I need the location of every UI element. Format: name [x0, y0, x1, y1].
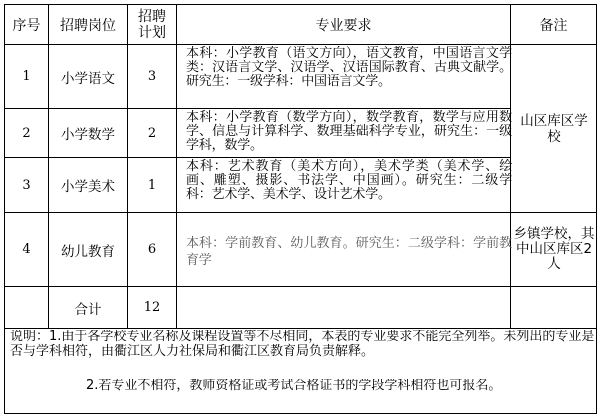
recruitment-table: [4, 4, 597, 414]
rule-right: [596, 4, 597, 414]
rule-bottom: [4, 413, 597, 414]
remark-township-schools: 乡镇学校，其中山区库区2人: [513, 226, 595, 272]
row3-requirement: 本科：艺术教育（美术方向），美术学类（美术学、绘画、雕塑、摄影、书法学、中国画）。研究生：二级学科：艺术学、美术学、设计艺术学。: [186, 159, 512, 202]
row2-seq: 2: [22, 125, 31, 141]
header-seq: 序号: [12, 17, 41, 34]
row2-plan: 2: [147, 125, 157, 141]
header-plan: 招聘 计划: [138, 8, 166, 41]
row1-position: 小学语文: [61, 70, 115, 87]
row3-plan: 1: [147, 177, 157, 193]
row1-plan: 3: [147, 69, 157, 84]
row2-position: 小学数学: [61, 127, 115, 143]
header-position: 招聘岗位: [60, 17, 116, 34]
row4-plan: 6: [147, 242, 157, 257]
header-remark: 备注: [539, 17, 568, 34]
total-value: 12: [143, 300, 161, 315]
rule-col3: [176, 4, 177, 328]
row2-requirement: 本科：小学教育（数学方向），数学教育，数学与应用数学、信息与计算科学、数理基础科学专业，研究生：一级学科，数学。: [186, 110, 512, 153]
row1-requirement: 本科：小学教育（语文方向），语文教育，中国语言文学类：汉语言文学、汉语学、汉语国际教育、古典文献学。研究生：一级学科：中国语言文学。: [186, 46, 512, 89]
row1-seq: 1: [22, 69, 31, 84]
rule-total-bottom: [4, 328, 597, 329]
row4-seq: 4: [22, 242, 31, 257]
row3-seq: 3: [22, 177, 31, 193]
row4-requirement: 本科：学前教育、幼儿教育。研究生：二级学科：学前教育学: [186, 236, 512, 268]
total-label: 合计: [74, 301, 102, 318]
remark-mountain-schools: 山区库区学校: [520, 112, 588, 145]
row4-position: 幼儿教育: [61, 243, 115, 260]
note-1: 说明：1.由于各学校专业名称及课程设置等不尽相同，本表的专业要求不能完全列举。未列出的专业是否与学科相符，由衢江区人力社保局和衢江区教育局负责解释。: [10, 330, 595, 359]
row3-position: 小学美术: [61, 179, 115, 195]
note-2: 2.若专业不相符，教师资格证或考试合格证书的学段学科相符也可报名。: [86, 379, 502, 393]
header-requirement: 专业要求: [315, 17, 372, 34]
